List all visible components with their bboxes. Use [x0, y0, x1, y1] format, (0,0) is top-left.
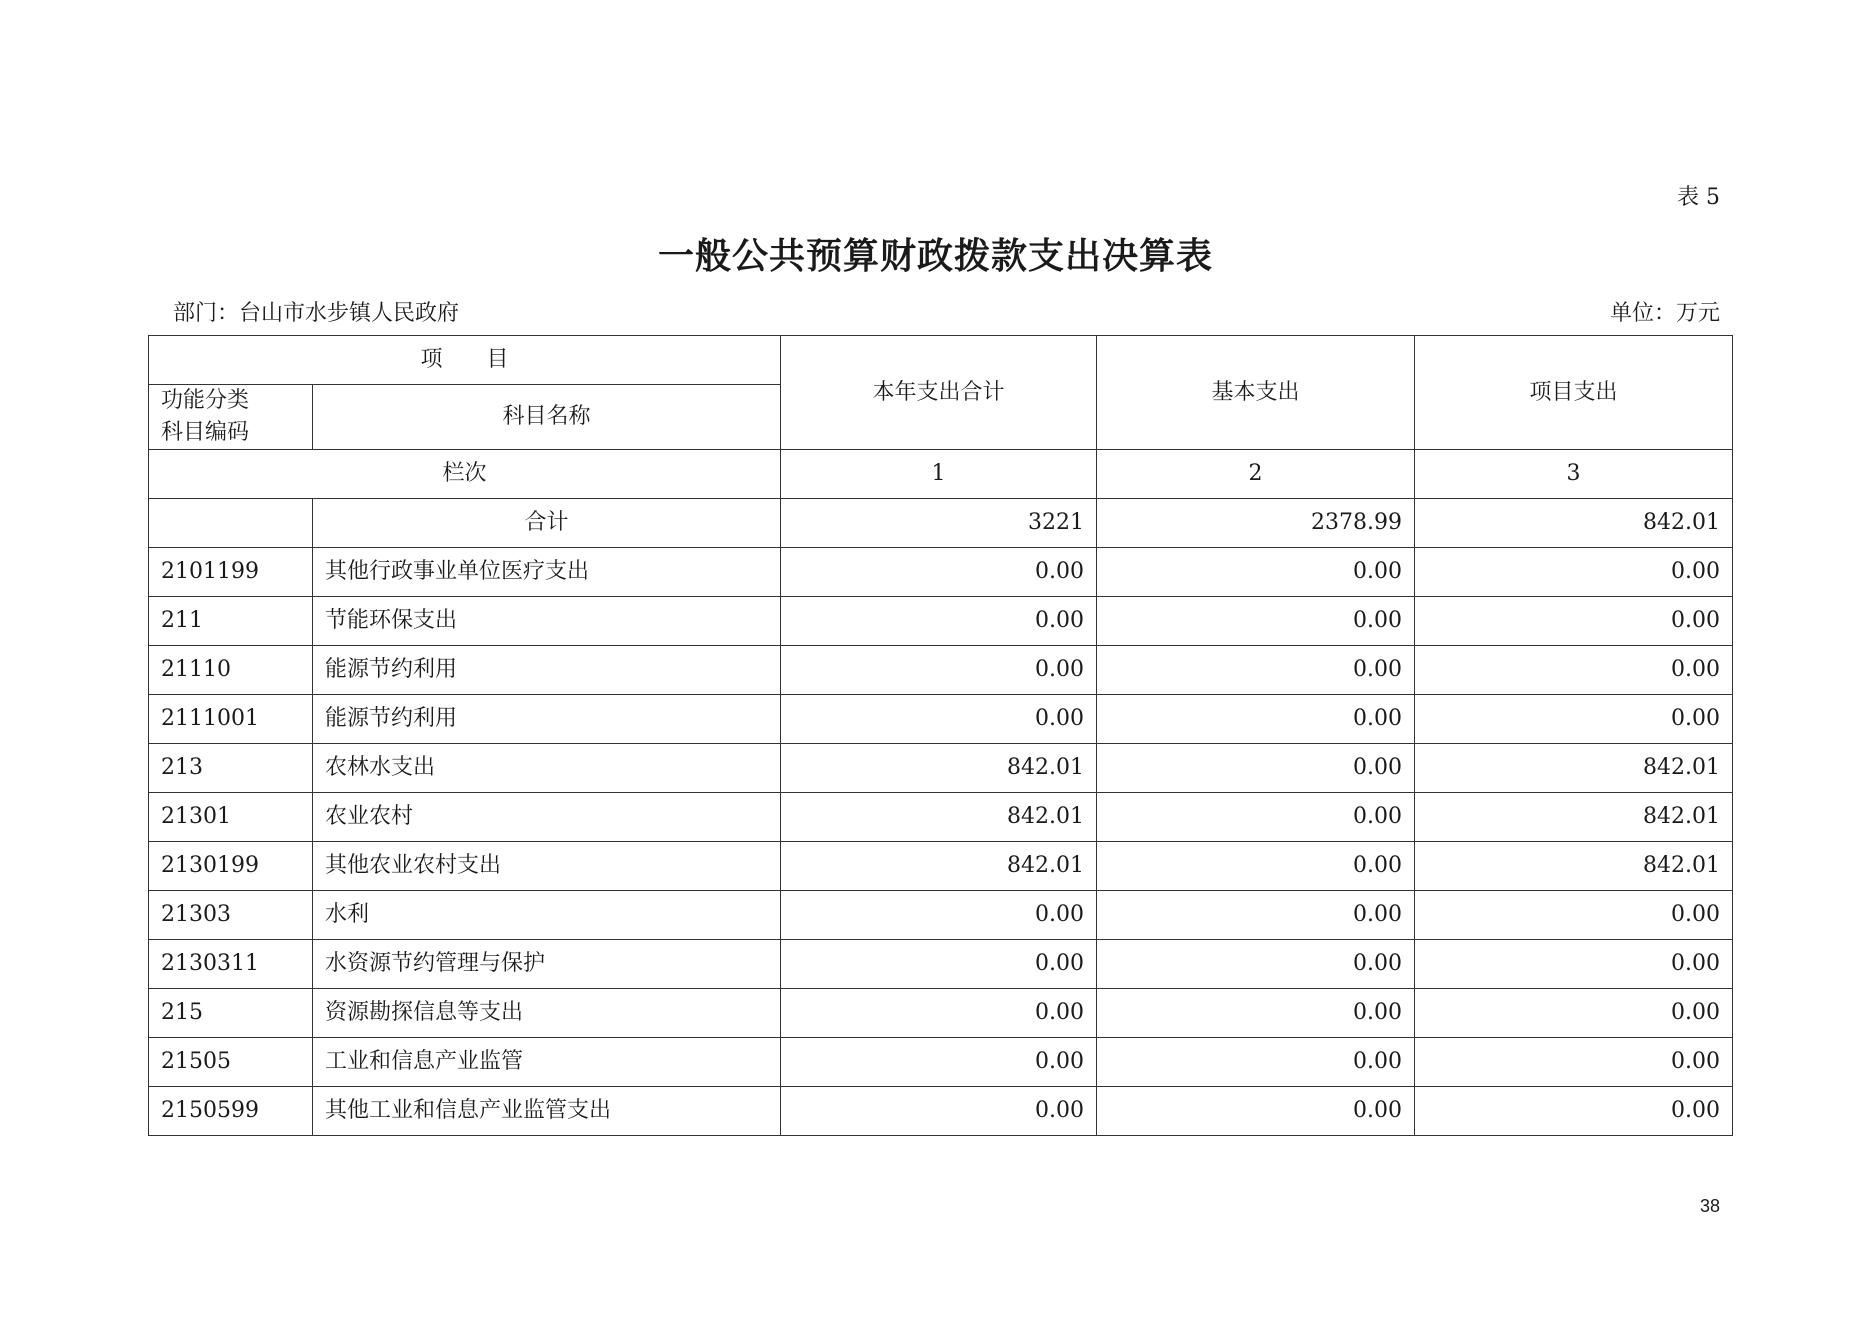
table-row [149, 793, 1733, 842]
row-basic: 0.00 [1097, 1087, 1415, 1136]
row-code: 2130199 [149, 842, 313, 891]
row-name: 其他行政事业单位医疗支出 [313, 548, 781, 597]
row-item: 0.00 [1415, 695, 1733, 744]
table-row [149, 646, 1733, 695]
unit-label: 单位：万元 [1609, 301, 1720, 326]
row-code: 21301 [149, 793, 313, 842]
row-total: 0.00 [781, 695, 1097, 744]
sum-item: 842.01 [1415, 499, 1733, 548]
row-name: 能源节约利用 [313, 646, 781, 695]
row-name: 农林水支出 [313, 744, 781, 793]
row-basic: 0.00 [1097, 597, 1415, 646]
sum-code [149, 499, 313, 548]
table-row [149, 940, 1733, 989]
row-code: 21505 [149, 1038, 313, 1087]
row-total: 0.00 [781, 940, 1097, 989]
row-basic: 0.00 [1097, 891, 1415, 940]
department-label: 部门：台山市水步镇人民政府 [173, 301, 460, 326]
code-header-line1: 功能分类 [161, 388, 250, 413]
row-name: 水资源节约管理与保护 [313, 940, 781, 989]
row-item: 0.00 [1415, 548, 1733, 597]
row-item: 842.01 [1415, 744, 1733, 793]
row-item: 0.00 [1415, 597, 1733, 646]
row-total: 842.01 [781, 842, 1097, 891]
code-header-line2: 科目编码 [161, 420, 250, 445]
sum-label: 合计 [313, 499, 781, 548]
name-header: 科目名称 [313, 385, 781, 450]
expenditure-table [148, 335, 1733, 1136]
table-row [149, 891, 1733, 940]
row-basic: 0.00 [1097, 842, 1415, 891]
row-basic: 0.00 [1097, 695, 1415, 744]
order-label: 栏次 [149, 450, 781, 499]
row-item: 0.00 [1415, 1087, 1733, 1136]
basic-header: 基本支出 [1097, 336, 1415, 450]
table-number: 表 5 [1677, 185, 1720, 210]
sum-basic: 2378.99 [1097, 499, 1415, 548]
row-basic: 0.00 [1097, 646, 1415, 695]
table-row [149, 744, 1733, 793]
row-item: 842.01 [1415, 842, 1733, 891]
row-name: 能源节约利用 [313, 695, 781, 744]
row-item: 842.01 [1415, 793, 1733, 842]
row-total: 0.00 [781, 1087, 1097, 1136]
order-2: 2 [1097, 450, 1415, 499]
project-header: 项 目 [149, 336, 781, 385]
table-row [149, 597, 1733, 646]
code-header [149, 385, 313, 450]
row-total: 0.00 [781, 1038, 1097, 1087]
row-code: 213 [149, 744, 313, 793]
row-total: 0.00 [781, 548, 1097, 597]
row-code: 2130311 [149, 940, 313, 989]
table-row [149, 842, 1733, 891]
order-1: 1 [781, 450, 1097, 499]
document-title: 一般公共预算财政拨款支出决算表 [657, 235, 1213, 277]
table-row [149, 1038, 1733, 1087]
order-row [149, 450, 1733, 499]
row-basic: 0.00 [1097, 793, 1415, 842]
row-basic: 0.00 [1097, 1038, 1415, 1087]
sum-row [149, 499, 1733, 548]
row-name: 水利 [313, 891, 781, 940]
item-header: 项目支出 [1415, 336, 1733, 450]
row-item: 0.00 [1415, 891, 1733, 940]
table-row [149, 548, 1733, 597]
row-code: 2111001 [149, 695, 313, 744]
header-row-top [149, 336, 1733, 385]
row-name: 节能环保支出 [313, 597, 781, 646]
row-total: 842.01 [781, 744, 1097, 793]
row-basic: 0.00 [1097, 989, 1415, 1038]
row-basic: 0.00 [1097, 548, 1415, 597]
row-name: 其他工业和信息产业监管支出 [313, 1087, 781, 1136]
row-code: 21110 [149, 646, 313, 695]
row-total: 0.00 [781, 989, 1097, 1038]
page-number: 38 [1699, 1196, 1720, 1216]
row-item: 0.00 [1415, 646, 1733, 695]
row-basic: 0.00 [1097, 744, 1415, 793]
row-total: 0.00 [781, 891, 1097, 940]
row-basic: 0.00 [1097, 940, 1415, 989]
sum-total: 3221 [781, 499, 1097, 548]
row-total: 842.01 [781, 793, 1097, 842]
row-name: 农业农村 [313, 793, 781, 842]
table-row [149, 695, 1733, 744]
table-row [149, 1087, 1733, 1136]
row-code: 211 [149, 597, 313, 646]
row-code: 215 [149, 989, 313, 1038]
order-3: 3 [1415, 450, 1733, 499]
row-item: 0.00 [1415, 989, 1733, 1038]
row-name: 工业和信息产业监管 [313, 1038, 781, 1087]
row-code: 2150599 [149, 1087, 313, 1136]
row-name: 其他农业农村支出 [313, 842, 781, 891]
row-item: 0.00 [1415, 1038, 1733, 1087]
table-row [149, 989, 1733, 1038]
row-item: 0.00 [1415, 940, 1733, 989]
row-code: 21303 [149, 891, 313, 940]
row-name: 资源勘探信息等支出 [313, 989, 781, 1038]
total-header: 本年支出合计 [781, 336, 1097, 450]
row-code: 2101199 [149, 548, 313, 597]
row-total: 0.00 [781, 597, 1097, 646]
row-total: 0.00 [781, 646, 1097, 695]
